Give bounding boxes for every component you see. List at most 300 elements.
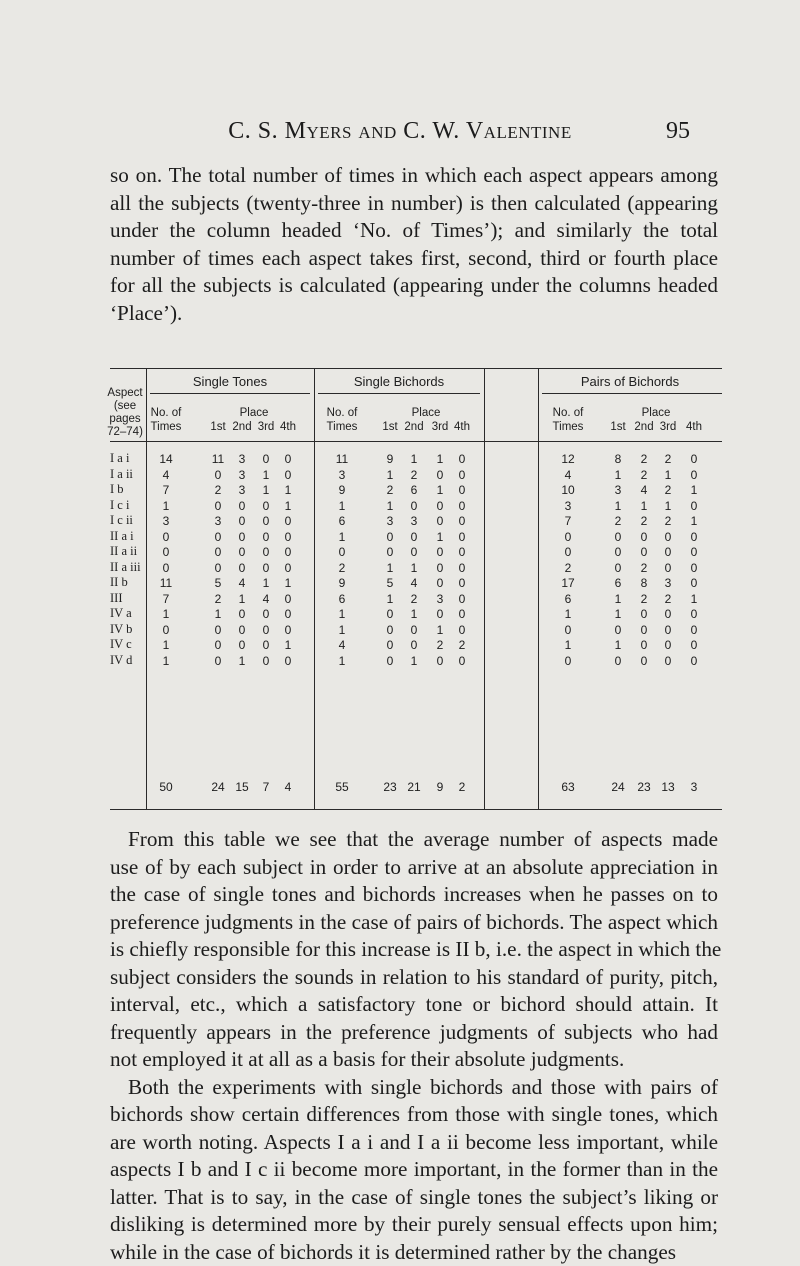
place-count: 2 <box>208 592 228 606</box>
times-count: 6 <box>558 592 578 606</box>
intro-paragraph <box>110 162 718 327</box>
place-count: 0 <box>658 638 678 652</box>
times-count: 10 <box>558 483 578 497</box>
total-place: 3 <box>684 780 704 794</box>
place-count: 0 <box>608 545 628 559</box>
place-count: 0 <box>430 499 450 513</box>
place-count: 3 <box>430 592 450 606</box>
column-divider <box>146 368 147 810</box>
place-count: 1 <box>430 452 450 466</box>
text-line: frequently appears in the preference judgments of subjects who had <box>110 1019 718 1047</box>
place-column-header: 1st <box>375 420 405 434</box>
place-column-header: 1st <box>203 420 233 434</box>
place-count: 1 <box>608 638 628 652</box>
rule <box>110 368 722 369</box>
place-count: 1 <box>430 623 450 637</box>
total-place: 24 <box>208 780 228 794</box>
place-count: 0 <box>658 623 678 637</box>
times-count: 1 <box>332 607 352 621</box>
place-count: 2 <box>634 592 654 606</box>
times-count: 12 <box>558 452 578 466</box>
place-count: 0 <box>256 545 276 559</box>
place-count: 0 <box>684 576 704 590</box>
place-count: 0 <box>256 638 276 652</box>
place-count: 1 <box>658 499 678 513</box>
place-count: 0 <box>634 623 654 637</box>
place-count: 0 <box>608 530 628 544</box>
place-count: 1 <box>608 592 628 606</box>
place-count: 0 <box>232 530 252 544</box>
times-count: 7 <box>558 514 578 528</box>
place-count: 0 <box>658 654 678 668</box>
place-count: 0 <box>452 468 472 482</box>
times-count: 9 <box>332 576 352 590</box>
row-aspect-label: IV c <box>110 637 132 652</box>
text-line: aspects I b and I c ii become more important, in the former than in the <box>110 1156 718 1184</box>
times-count: 6 <box>332 592 352 606</box>
place-count: 0 <box>634 530 654 544</box>
text-line: the case of single tones and bichords increases when he passes on to <box>110 881 718 909</box>
place-count: 0 <box>256 561 276 575</box>
place-count: 0 <box>232 607 252 621</box>
times-count: 0 <box>558 545 578 559</box>
text-line: bichords show certain differences from those with single tones, which <box>110 1101 718 1129</box>
place-count: 6 <box>404 483 424 497</box>
place-count: 4 <box>634 483 654 497</box>
place-count: 0 <box>634 654 654 668</box>
column-divider <box>314 368 315 810</box>
place-count: 2 <box>404 592 424 606</box>
times-count: 1 <box>558 638 578 652</box>
place-count: 1 <box>208 607 228 621</box>
place-column-header: 4th <box>447 420 477 434</box>
place-count: 0 <box>634 607 654 621</box>
times-count: 1 <box>332 654 352 668</box>
place-count: 0 <box>634 638 654 652</box>
place-count: 1 <box>256 483 276 497</box>
place-count: 0 <box>208 654 228 668</box>
place-count: 0 <box>208 623 228 637</box>
place-count: 0 <box>430 561 450 575</box>
place-count: 0 <box>430 654 450 668</box>
times-count: 0 <box>558 623 578 637</box>
place-count: 4 <box>404 576 424 590</box>
total-place: 21 <box>404 780 424 794</box>
times-count: 1 <box>332 623 352 637</box>
place-count: 0 <box>430 607 450 621</box>
text-line: Both the experiments with single bichords and those with pairs of <box>110 1074 718 1102</box>
times-count: 9 <box>332 483 352 497</box>
times-count: 1 <box>156 638 176 652</box>
place-count: 0 <box>404 623 424 637</box>
place-count: 2 <box>634 561 654 575</box>
place-count: 1 <box>256 468 276 482</box>
no-of-times-header: No. of <box>136 406 196 420</box>
text-line: number of times each aspect takes first, second, third or fourth place <box>110 245 718 273</box>
times-count: 7 <box>156 483 176 497</box>
row-aspect-label: IV b <box>110 622 132 637</box>
place-count: 2 <box>634 468 654 482</box>
total-place: 9 <box>430 780 450 794</box>
place-count: 2 <box>452 638 472 652</box>
text-line: latter. That is to say, in the case of single tones the subject’s liking or <box>110 1184 718 1212</box>
place-header: Place <box>214 406 294 420</box>
place-count: 0 <box>452 561 472 575</box>
text-line: From this table we see that the average number of aspects made <box>110 826 718 854</box>
place-count: 0 <box>658 545 678 559</box>
text-line: is chiefly responsible for this increase is II b, i.e. the aspect in which the <box>110 936 718 964</box>
place-count: 1 <box>278 483 298 497</box>
no-of-times-header: Times <box>538 420 598 434</box>
place-count: 1 <box>380 499 400 513</box>
place-count: 0 <box>684 638 704 652</box>
times-count: 1 <box>558 607 578 621</box>
times-count: 0 <box>156 561 176 575</box>
place-count: 0 <box>404 638 424 652</box>
times-count: 0 <box>156 545 176 559</box>
total-place: 23 <box>380 780 400 794</box>
place-count: 1 <box>278 576 298 590</box>
place-count: 1 <box>380 592 400 606</box>
place-count: 0 <box>452 592 472 606</box>
place-count: 0 <box>256 654 276 668</box>
total-place: 24 <box>608 780 628 794</box>
place-count: 0 <box>452 514 472 528</box>
place-count: 1 <box>430 483 450 497</box>
column-divider <box>538 368 539 810</box>
text-line: use of by each subject in order to arrive at an absolute appreciation in <box>110 854 718 882</box>
total-place: 2 <box>452 780 472 794</box>
place-count: 0 <box>684 530 704 544</box>
place-count: 2 <box>658 452 678 466</box>
place-count: 4 <box>256 592 276 606</box>
text-line: so on. The total number of times in which each aspect appears among <box>110 162 718 190</box>
rule <box>542 393 722 394</box>
place-count: 0 <box>658 530 678 544</box>
place-count: 0 <box>608 654 628 668</box>
place-count: 1 <box>232 592 252 606</box>
place-count: 0 <box>380 607 400 621</box>
rule <box>110 809 722 810</box>
place-count: 0 <box>256 499 276 513</box>
aspect-header: (see <box>104 399 146 413</box>
times-count: 4 <box>156 468 176 482</box>
place-count: 0 <box>232 638 252 652</box>
place-count: 0 <box>608 561 628 575</box>
place-count: 0 <box>380 638 400 652</box>
place-count: 0 <box>452 623 472 637</box>
group-header: Pairs of Bichords <box>538 374 722 389</box>
place-count: 2 <box>430 638 450 652</box>
text-line: ‘Place’). <box>110 300 718 328</box>
place-count: 0 <box>380 530 400 544</box>
no-of-times-header: No. of <box>538 406 598 420</box>
place-count: 0 <box>452 499 472 513</box>
place-count: 0 <box>684 561 704 575</box>
place-count: 0 <box>208 545 228 559</box>
place-count: 0 <box>256 623 276 637</box>
place-count: 1 <box>430 530 450 544</box>
place-count: 0 <box>452 483 472 497</box>
place-column-header: 2nd <box>227 420 257 434</box>
place-count: 0 <box>452 545 472 559</box>
place-count: 2 <box>634 514 654 528</box>
place-count: 1 <box>404 452 424 466</box>
group-header: Single Bichords <box>314 374 484 389</box>
place-column-header: 3rd <box>653 420 683 434</box>
place-count: 8 <box>608 452 628 466</box>
row-aspect-label: I c i <box>110 498 129 513</box>
place-count: 0 <box>430 545 450 559</box>
place-count: 1 <box>608 607 628 621</box>
place-count: 0 <box>404 545 424 559</box>
place-count: 0 <box>404 530 424 544</box>
total-place: 7 <box>256 780 276 794</box>
place-count: 0 <box>208 468 228 482</box>
text-line: not employed it at all as a basis for their absolute judgments. <box>110 1046 718 1074</box>
times-count: 6 <box>332 514 352 528</box>
place-count: 2 <box>380 483 400 497</box>
place-count: 3 <box>380 514 400 528</box>
times-count: 0 <box>558 654 578 668</box>
place-count: 0 <box>232 561 252 575</box>
times-count: 0 <box>156 623 176 637</box>
place-count: 6 <box>608 576 628 590</box>
no-of-times-header: Times <box>136 420 196 434</box>
place-count: 0 <box>278 607 298 621</box>
row-aspect-label: I c ii <box>110 513 133 528</box>
text-line: are worth noting. Aspects I a i and I a ii become less important, while <box>110 1129 718 1157</box>
place-count: 0 <box>452 576 472 590</box>
place-count: 2 <box>404 468 424 482</box>
results-table <box>110 368 722 810</box>
place-count: 2 <box>658 514 678 528</box>
place-count: 2 <box>634 452 654 466</box>
place-header: Place <box>616 406 696 420</box>
total-times: 63 <box>558 780 578 794</box>
place-count: 3 <box>404 514 424 528</box>
place-column-header: 2nd <box>399 420 429 434</box>
place-count: 4 <box>232 576 252 590</box>
place-count: 3 <box>608 483 628 497</box>
times-count: 1 <box>156 499 176 513</box>
place-count: 0 <box>278 623 298 637</box>
place-count: 0 <box>452 607 472 621</box>
times-count: 2 <box>558 561 578 575</box>
place-count: 0 <box>430 468 450 482</box>
total-times: 55 <box>332 780 352 794</box>
page-number: 95 <box>666 118 690 145</box>
place-count: 1 <box>684 514 704 528</box>
place-count: 0 <box>278 545 298 559</box>
place-count: 0 <box>232 499 252 513</box>
place-count: 3 <box>232 468 252 482</box>
place-count: 0 <box>278 530 298 544</box>
place-count: 0 <box>404 499 424 513</box>
row-aspect-label: IV a <box>110 606 132 621</box>
times-count: 1 <box>332 530 352 544</box>
place-count: 0 <box>208 638 228 652</box>
place-count: 1 <box>608 499 628 513</box>
aspect-header: pages <box>104 412 146 426</box>
place-count: 3 <box>208 514 228 528</box>
times-count: 3 <box>332 468 352 482</box>
place-count: 0 <box>208 530 228 544</box>
running-head-title: C. S. Myers and C. W. Valentine <box>0 118 800 145</box>
row-aspect-label: II a i <box>110 529 134 544</box>
total-place: 4 <box>278 780 298 794</box>
place-count: 2 <box>208 483 228 497</box>
place-count: 0 <box>208 499 228 513</box>
place-count: 0 <box>256 514 276 528</box>
text-line: interval, etc., which a satisfactory tone or bichord should attain. It <box>110 991 718 1019</box>
place-count: 0 <box>684 623 704 637</box>
place-column-header: 3rd <box>251 420 281 434</box>
place-count: 1 <box>608 468 628 482</box>
place-count: 11 <box>208 452 228 466</box>
place-count: 1 <box>404 561 424 575</box>
text-line: disliking is determined more by their purely sensual effects upon him; <box>110 1211 718 1239</box>
place-count: 0 <box>232 545 252 559</box>
place-count: 0 <box>452 654 472 668</box>
place-header: Place <box>386 406 466 420</box>
row-aspect-label: II a iii <box>110 560 141 575</box>
place-count: 0 <box>608 623 628 637</box>
aspect-header: 72–74) <box>104 425 146 439</box>
row-aspect-label: I a i <box>110 451 129 466</box>
column-divider <box>484 368 485 810</box>
place-count: 8 <box>634 576 654 590</box>
no-of-times-header: No. of <box>312 406 372 420</box>
row-aspect-label: II b <box>110 575 128 590</box>
place-count: 0 <box>684 545 704 559</box>
place-count: 0 <box>256 452 276 466</box>
times-count: 17 <box>558 576 578 590</box>
rule <box>150 393 310 394</box>
place-count: 2 <box>608 514 628 528</box>
place-count: 0 <box>658 561 678 575</box>
total-place: 23 <box>634 780 654 794</box>
place-count: 1 <box>380 468 400 482</box>
aspect-header: Aspect <box>104 386 146 400</box>
place-count: 1 <box>404 654 424 668</box>
place-count: 0 <box>278 468 298 482</box>
place-count: 1 <box>232 654 252 668</box>
row-aspect-label: II a ii <box>110 544 137 559</box>
place-count: 0 <box>684 654 704 668</box>
times-count: 0 <box>558 530 578 544</box>
place-count: 1 <box>278 499 298 513</box>
place-count: 1 <box>404 607 424 621</box>
place-count: 2 <box>658 592 678 606</box>
place-count: 5 <box>380 576 400 590</box>
place-count: 0 <box>278 654 298 668</box>
place-count: 0 <box>278 452 298 466</box>
body-paragraphs <box>110 826 718 1266</box>
place-count: 0 <box>684 499 704 513</box>
times-count: 0 <box>332 545 352 559</box>
times-count: 1 <box>156 654 176 668</box>
times-count: 7 <box>156 592 176 606</box>
times-count: 3 <box>156 514 176 528</box>
place-count: 9 <box>380 452 400 466</box>
times-count: 1 <box>156 607 176 621</box>
place-count: 0 <box>430 514 450 528</box>
place-count: 0 <box>452 452 472 466</box>
place-count: 0 <box>380 623 400 637</box>
text-line: while in the case of bichords it is determined rather by the changes <box>110 1239 718 1266</box>
row-aspect-label: I b <box>110 482 124 497</box>
place-count: 0 <box>684 452 704 466</box>
place-column-header: 1st <box>603 420 633 434</box>
times-count: 3 <box>558 499 578 513</box>
place-count: 0 <box>634 545 654 559</box>
row-aspect-label: III <box>110 591 123 606</box>
place-count: 0 <box>232 514 252 528</box>
place-count: 0 <box>256 530 276 544</box>
no-of-times-header: Times <box>312 420 372 434</box>
place-count: 3 <box>232 483 252 497</box>
place-column-header: 2nd <box>629 420 659 434</box>
total-place: 15 <box>232 780 252 794</box>
place-count: 0 <box>430 576 450 590</box>
place-count: 3 <box>658 576 678 590</box>
place-count: 0 <box>658 607 678 621</box>
total-times: 50 <box>156 780 176 794</box>
text-line: under the column headed ‘No. of Times’); and similarly the total <box>110 217 718 245</box>
place-count: 1 <box>380 561 400 575</box>
place-count: 5 <box>208 576 228 590</box>
times-count: 1 <box>332 499 352 513</box>
times-count: 11 <box>332 452 352 466</box>
times-count: 4 <box>558 468 578 482</box>
text-line: all the subjects (twenty-three in number) is then calculated (appearing <box>110 190 718 218</box>
place-count: 1 <box>256 576 276 590</box>
place-count: 0 <box>380 654 400 668</box>
times-count: 2 <box>332 561 352 575</box>
place-count: 0 <box>684 607 704 621</box>
place-count: 0 <box>380 545 400 559</box>
times-count: 11 <box>156 576 176 590</box>
place-count: 0 <box>452 530 472 544</box>
rule <box>110 441 722 442</box>
text-line: preference judgments in the case of pairs of bichords. The aspect which <box>110 909 718 937</box>
times-count: 14 <box>156 452 176 466</box>
place-count: 1 <box>634 499 654 513</box>
text-line: for all the subjects is calculated (appearing under the columns headed <box>110 272 718 300</box>
place-count: 0 <box>278 514 298 528</box>
times-count: 0 <box>156 530 176 544</box>
place-count: 2 <box>658 483 678 497</box>
place-count: 3 <box>232 452 252 466</box>
place-count: 0 <box>278 561 298 575</box>
place-count: 0 <box>232 623 252 637</box>
times-count: 4 <box>332 638 352 652</box>
place-count: 0 <box>256 607 276 621</box>
place-count: 0 <box>278 592 298 606</box>
place-count: 0 <box>684 468 704 482</box>
row-aspect-label: I a ii <box>110 467 133 482</box>
group-header: Single Tones <box>146 374 314 389</box>
place-column-header: 4th <box>273 420 303 434</box>
place-column-header: 4th <box>679 420 709 434</box>
place-column-header: 3rd <box>425 420 455 434</box>
place-count: 1 <box>684 483 704 497</box>
row-aspect-label: IV d <box>110 653 132 668</box>
place-count: 1 <box>658 468 678 482</box>
text-line: subject considers the sounds in relation to his standard of purity, pitch, <box>110 964 718 992</box>
rule <box>318 393 480 394</box>
